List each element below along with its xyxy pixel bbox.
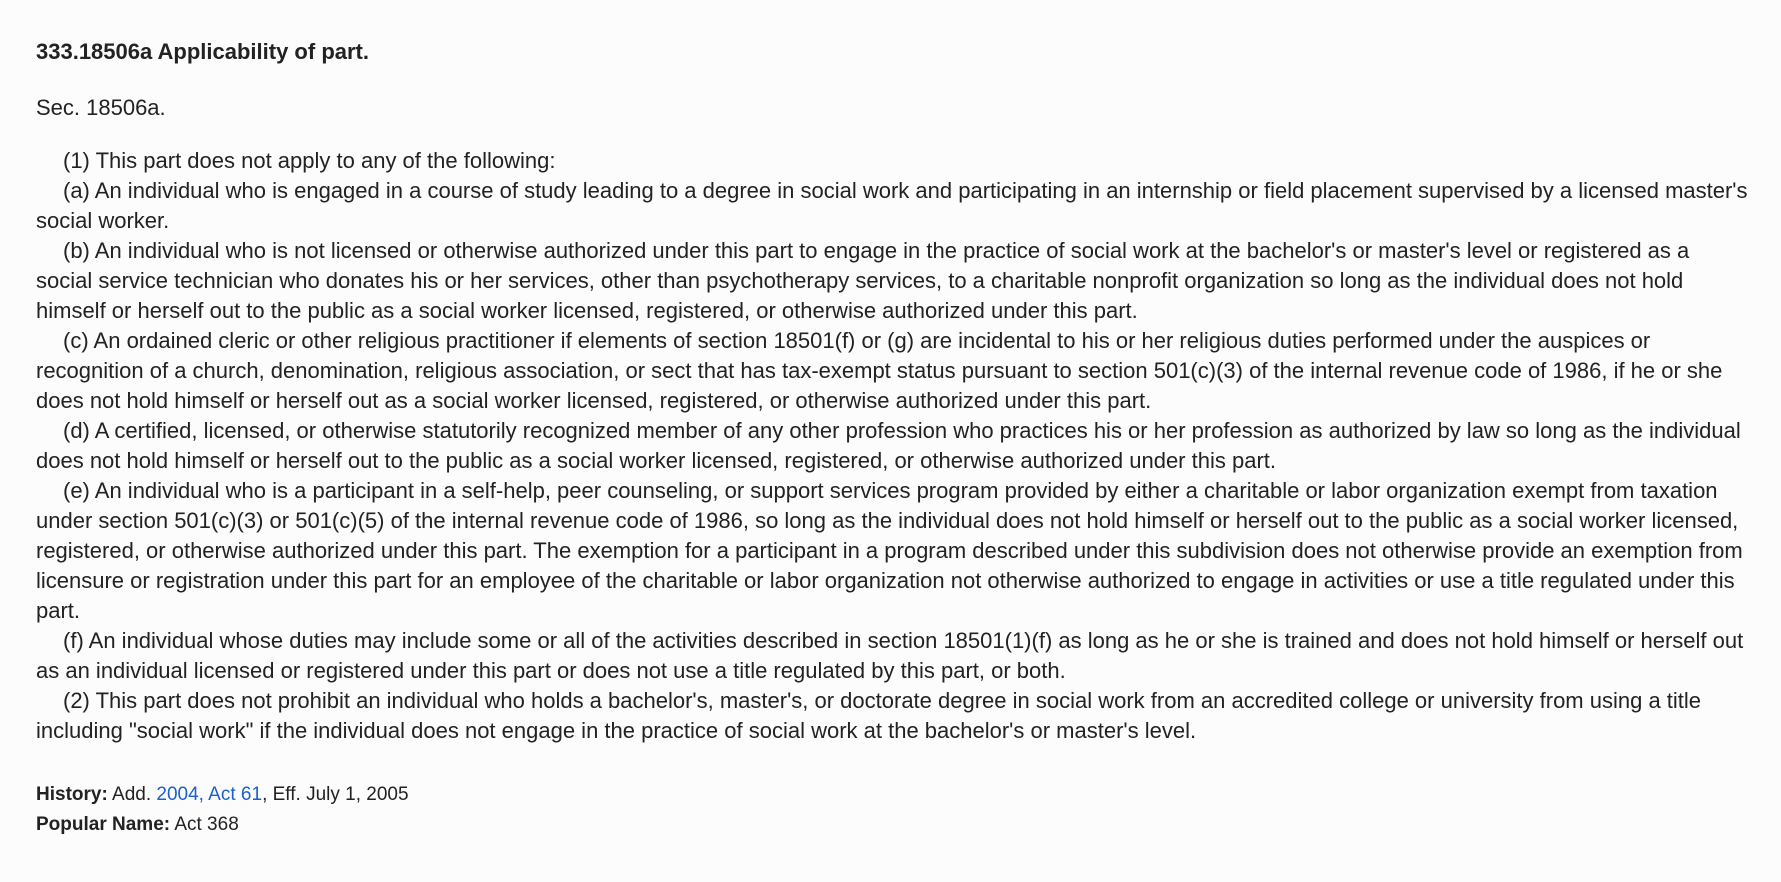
section-number: Sec. 18506a. xyxy=(36,95,166,120)
paragraph-d: (d) A certified, licensed, or otherwise statutorily recognized member of any other profession who practices his or her profession as authorized by law so long as the individual does not hold himself or herself out to the public as a social worker licensed, registered, or otherwise authorized under this part. xyxy=(36,418,1741,473)
paragraph-b: (b) An individual who is not licensed or otherwise authorized under this part to engage in the practice of social work at the bachelor's or master's level or registered as a social service technician who donates his or her services, other than psychotherapy services, to a charitable nonprofit organization so long as the individual does not hold himself or herself out to the public as a social worker licensed, registered, or otherwise authorized under this part. xyxy=(36,238,1690,323)
statute-metadata xyxy=(36,780,1748,840)
history-label: History: xyxy=(36,784,108,805)
statute-body xyxy=(36,146,1748,746)
history-line xyxy=(36,780,1748,810)
popular-name-line xyxy=(36,810,1748,840)
history-suffix: , Eff. July 1, 2005 xyxy=(262,784,409,805)
popular-name-label: Popular Name: xyxy=(36,814,171,835)
paragraph-c: (c) An ordained cleric or other religious practitioner if elements of section 18501(f) or (g) are incidental to his or her religious duties performed under the auspices or recognition of a church, denomination, religious association, or sect that has tax-exempt status pursuant to section 501(c)(3) of the internal revenue code of 1986, if he or she does not hold himself or herself out as a social worker licensed, registered, or otherwise authorized under this part. xyxy=(36,328,1723,413)
paragraph-a: (a) An individual who is engaged in a course of study leading to a degree in social work and participating in an internship or field placement supervised by a licensed master's social worker. xyxy=(36,178,1748,233)
popular-name-value: Act 368 xyxy=(174,814,239,835)
act-link[interactable]: 2004, Act 61 xyxy=(156,784,263,805)
paragraph-f: (f) An individual whose duties may include some or all of the activities described in section 18501(1)(f) as long as he or she is trained and does not hold himself or herself out as an individual licensed or registered under this part or does not use a title regulated by this part, or both. xyxy=(36,628,1744,683)
paragraph-2: (2) This part does not prohibit an individual who holds a bachelor's, master's, or doctorate degree in social work from an accredited college or university from using a title including "social work" if the individual does not engage in the practice of social work at the bachelor's or master's level. xyxy=(36,688,1702,743)
history-prefix: Add. xyxy=(112,784,152,805)
paragraph-e: (e) An individual who is a participant in a self-help, peer counseling, or support services program provided by either a charitable or labor organization exempt from taxation under section 501(c)(3) or 501(c)(5) of the internal revenue code of 1986, so long as the individual does not hold himself or herself out to the public as a social worker licensed, registered, or otherwise authorized under this part. The exemption for a participant in a program described under this subdivision does not otherwise provide an exemption from licensure or registration under this part for an employee of the charitable or labor organization not otherwise authorized to engage in activities or use a title regulated under this part. xyxy=(36,478,1743,623)
statute-page xyxy=(36,38,1748,840)
paragraph-1: (1) This part does not apply to any of the following: xyxy=(63,148,556,173)
section-title: 333.18506a Applicability of part. xyxy=(36,39,369,64)
